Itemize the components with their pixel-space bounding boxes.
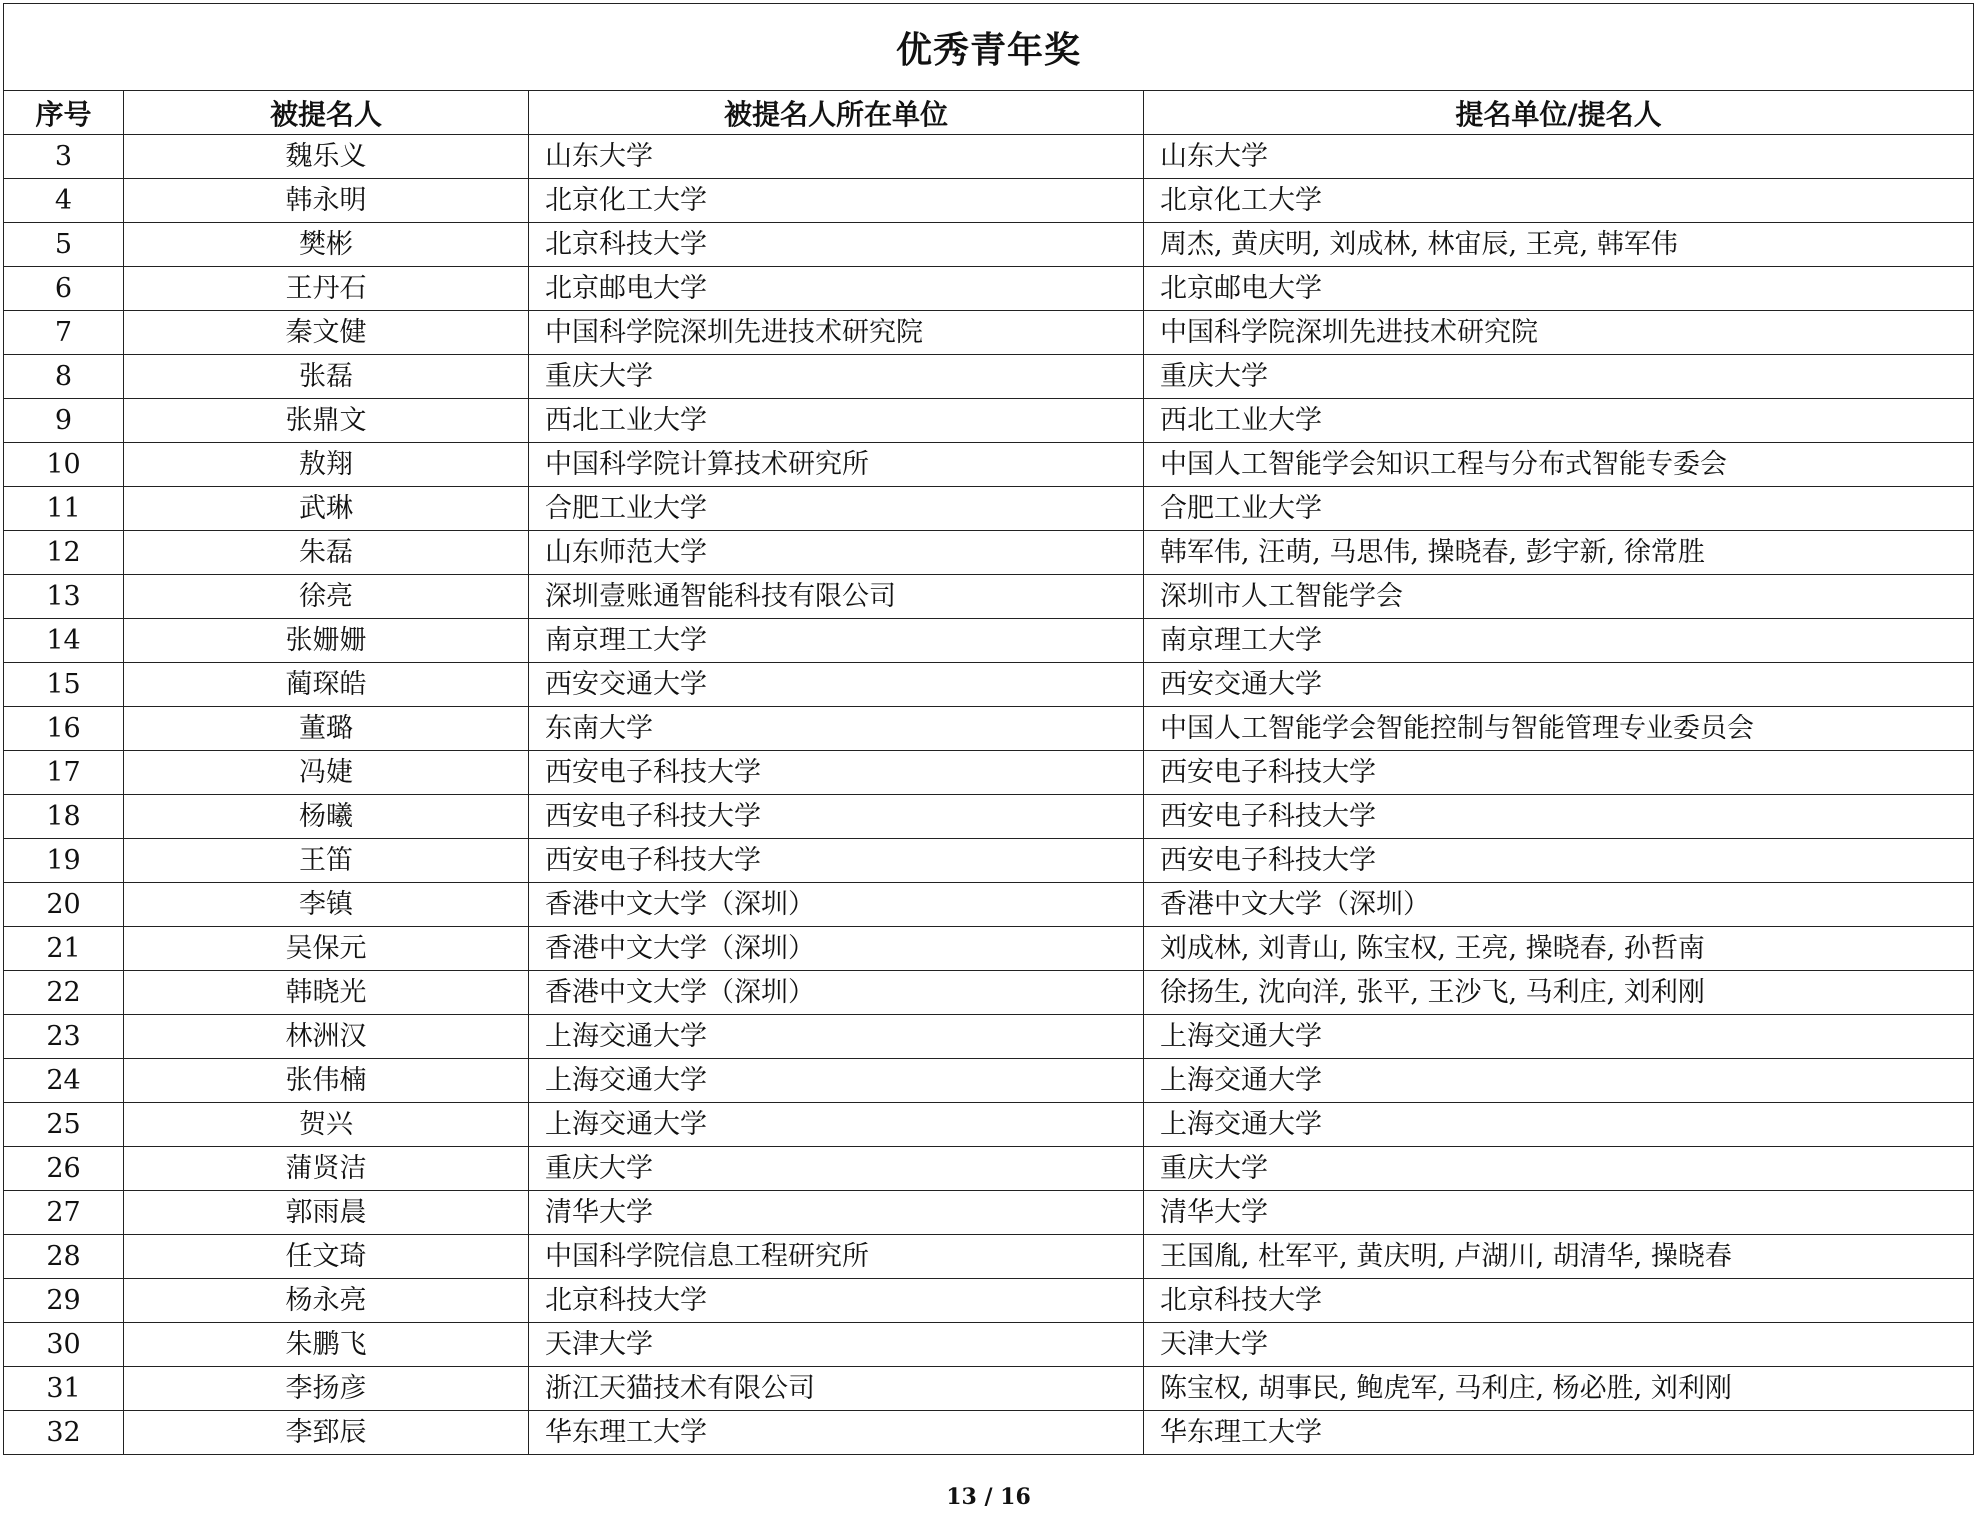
cell-no: 11 xyxy=(4,487,124,531)
cell-unit: 天津大学 xyxy=(529,1323,1144,1367)
cell-nominator: 深圳市人工智能学会 xyxy=(1144,575,1974,619)
cell-no: 17 xyxy=(4,751,124,795)
cell-nominator: 刘成林, 刘青山, 陈宝权, 王亮, 操晓春, 孙哲南 xyxy=(1144,927,1974,971)
cell-unit: 东南大学 xyxy=(529,707,1144,751)
table-row xyxy=(4,487,1974,531)
cell-no: 9 xyxy=(4,399,124,443)
table-title: 优秀青年奖 xyxy=(4,4,1974,91)
table-row xyxy=(4,795,1974,839)
cell-name: 王丹石 xyxy=(124,267,529,311)
cell-nominator: 中国人工智能学会知识工程与分布式智能专委会 xyxy=(1144,443,1974,487)
cell-name: 董璐 xyxy=(124,707,529,751)
cell-nominator: 王国胤, 杜军平, 黄庆明, 卢湖川, 胡清华, 操晓春 xyxy=(1144,1235,1974,1279)
cell-name: 魏乐义 xyxy=(124,135,529,179)
cell-nominator: 北京科技大学 xyxy=(1144,1279,1974,1323)
cell-unit: 香港中文大学（深圳） xyxy=(529,971,1144,1015)
cell-name: 贺兴 xyxy=(124,1103,529,1147)
cell-unit: 北京科技大学 xyxy=(529,1279,1144,1323)
cell-unit: 中国科学院计算技术研究所 xyxy=(529,443,1144,487)
cell-nominator: 北京邮电大学 xyxy=(1144,267,1974,311)
table-row xyxy=(4,751,1974,795)
cell-unit: 浙江天猫技术有限公司 xyxy=(529,1367,1144,1411)
table-row xyxy=(4,1147,1974,1191)
cell-no: 6 xyxy=(4,267,124,311)
cell-unit: 上海交通大学 xyxy=(529,1015,1144,1059)
table-row xyxy=(4,1323,1974,1367)
cell-nominator: 重庆大学 xyxy=(1144,1147,1974,1191)
cell-no: 27 xyxy=(4,1191,124,1235)
table-row xyxy=(4,1015,1974,1059)
cell-unit: 北京化工大学 xyxy=(529,179,1144,223)
cell-no: 20 xyxy=(4,883,124,927)
cell-name: 李郅辰 xyxy=(124,1411,529,1455)
cell-name: 韩永明 xyxy=(124,179,529,223)
cell-name: 任文琦 xyxy=(124,1235,529,1279)
cell-nominator: 山东大学 xyxy=(1144,135,1974,179)
cell-no: 28 xyxy=(4,1235,124,1279)
table-row xyxy=(4,663,1974,707)
cell-name: 韩晓光 xyxy=(124,971,529,1015)
table-row xyxy=(4,1059,1974,1103)
cell-name: 王笛 xyxy=(124,839,529,883)
cell-no: 18 xyxy=(4,795,124,839)
cell-no: 8 xyxy=(4,355,124,399)
cell-name: 蒲贤洁 xyxy=(124,1147,529,1191)
cell-nominator: 上海交通大学 xyxy=(1144,1059,1974,1103)
table-row xyxy=(4,1103,1974,1147)
cell-name: 冯婕 xyxy=(124,751,529,795)
cell-name: 林洲汉 xyxy=(124,1015,529,1059)
cell-no: 31 xyxy=(4,1367,124,1411)
cell-nominator: 西安电子科技大学 xyxy=(1144,751,1974,795)
cell-name: 朱磊 xyxy=(124,531,529,575)
cell-unit: 重庆大学 xyxy=(529,355,1144,399)
cell-no: 26 xyxy=(4,1147,124,1191)
cell-unit: 西安交通大学 xyxy=(529,663,1144,707)
cell-unit: 西安电子科技大学 xyxy=(529,751,1144,795)
cell-name: 樊彬 xyxy=(124,223,529,267)
cell-nominator: 中国人工智能学会智能控制与智能管理专业委员会 xyxy=(1144,707,1974,751)
cell-unit: 西北工业大学 xyxy=(529,399,1144,443)
table-row xyxy=(4,1191,1974,1235)
cell-name: 杨曦 xyxy=(124,795,529,839)
cell-name: 朱鹏飞 xyxy=(124,1323,529,1367)
cell-name: 吴保元 xyxy=(124,927,529,971)
table-row xyxy=(4,267,1974,311)
table-row xyxy=(4,1367,1974,1411)
cell-name: 张姗姗 xyxy=(124,619,529,663)
cell-nominator: 重庆大学 xyxy=(1144,355,1974,399)
cell-unit: 上海交通大学 xyxy=(529,1103,1144,1147)
cell-no: 16 xyxy=(4,707,124,751)
table-row xyxy=(4,355,1974,399)
cell-nominator: 徐扬生, 沈向洋, 张平, 王沙飞, 马利庄, 刘利刚 xyxy=(1144,971,1974,1015)
table-row xyxy=(4,443,1974,487)
cell-unit: 香港中文大学（深圳） xyxy=(529,883,1144,927)
cell-no: 15 xyxy=(4,663,124,707)
cell-nominator: 韩军伟, 汪萌, 马思伟, 操晓春, 彭宇新, 徐常胜 xyxy=(1144,531,1974,575)
table-row xyxy=(4,1235,1974,1279)
cell-name: 杨永亮 xyxy=(124,1279,529,1323)
cell-unit: 中国科学院信息工程研究所 xyxy=(529,1235,1144,1279)
cell-unit: 深圳壹账通智能科技有限公司 xyxy=(529,575,1144,619)
cell-unit: 香港中文大学（深圳） xyxy=(529,927,1144,971)
table-row xyxy=(4,135,1974,179)
cell-no: 22 xyxy=(4,971,124,1015)
cell-no: 19 xyxy=(4,839,124,883)
cell-unit: 北京邮电大学 xyxy=(529,267,1144,311)
cell-nominator: 北京化工大学 xyxy=(1144,179,1974,223)
cell-no: 30 xyxy=(4,1323,124,1367)
cell-nominator: 陈宝权, 胡事民, 鲍虎军, 马利庄, 杨必胜, 刘利刚 xyxy=(1144,1367,1974,1411)
cell-no: 5 xyxy=(4,223,124,267)
table-row xyxy=(4,619,1974,663)
column-header-no: 序号 xyxy=(4,91,124,135)
cell-unit: 合肥工业大学 xyxy=(529,487,1144,531)
cell-no: 32 xyxy=(4,1411,124,1455)
cell-nominator: 周杰, 黄庆明, 刘成林, 林宙辰, 王亮, 韩军伟 xyxy=(1144,223,1974,267)
cell-unit: 华东理工大学 xyxy=(529,1411,1144,1455)
cell-nominator: 华东理工大学 xyxy=(1144,1411,1974,1455)
cell-nominator: 上海交通大学 xyxy=(1144,1103,1974,1147)
cell-name: 蔺琛皓 xyxy=(124,663,529,707)
cell-unit: 北京科技大学 xyxy=(529,223,1144,267)
cell-name: 武琳 xyxy=(124,487,529,531)
cell-no: 13 xyxy=(4,575,124,619)
table-row xyxy=(4,531,1974,575)
cell-unit: 山东大学 xyxy=(529,135,1144,179)
table-row xyxy=(4,927,1974,971)
cell-name: 张鼎文 xyxy=(124,399,529,443)
column-header-unit: 被提名人所在单位 xyxy=(529,91,1144,135)
cell-nominator: 香港中文大学（深圳） xyxy=(1144,883,1974,927)
cell-unit: 中国科学院深圳先进技术研究院 xyxy=(529,311,1144,355)
header-row xyxy=(4,91,1974,135)
table-row xyxy=(4,223,1974,267)
cell-no: 3 xyxy=(4,135,124,179)
cell-nominator: 天津大学 xyxy=(1144,1323,1974,1367)
table-body xyxy=(4,135,1974,1455)
cell-name: 张磊 xyxy=(124,355,529,399)
table-row xyxy=(4,179,1974,223)
column-header-name: 被提名人 xyxy=(124,91,529,135)
cell-name: 秦文健 xyxy=(124,311,529,355)
table-row xyxy=(4,707,1974,751)
cell-nominator: 西北工业大学 xyxy=(1144,399,1974,443)
cell-no: 14 xyxy=(4,619,124,663)
table-row xyxy=(4,839,1974,883)
cell-no: 29 xyxy=(4,1279,124,1323)
cell-unit: 重庆大学 xyxy=(529,1147,1144,1191)
cell-nominator: 中国科学院深圳先进技术研究院 xyxy=(1144,311,1974,355)
table-row xyxy=(4,883,1974,927)
cell-nominator: 南京理工大学 xyxy=(1144,619,1974,663)
cell-nominator: 西安电子科技大学 xyxy=(1144,795,1974,839)
award-table xyxy=(3,3,1974,1455)
cell-unit: 清华大学 xyxy=(529,1191,1144,1235)
table-row xyxy=(4,1411,1974,1455)
column-header-nominator: 提名单位/提名人 xyxy=(1144,91,1974,135)
cell-no: 25 xyxy=(4,1103,124,1147)
cell-name: 敖翔 xyxy=(124,443,529,487)
cell-nominator: 清华大学 xyxy=(1144,1191,1974,1235)
cell-unit: 西安电子科技大学 xyxy=(529,795,1144,839)
table-row xyxy=(4,971,1974,1015)
cell-no: 12 xyxy=(4,531,124,575)
cell-name: 张伟楠 xyxy=(124,1059,529,1103)
cell-name: 郭雨晨 xyxy=(124,1191,529,1235)
cell-unit: 西安电子科技大学 xyxy=(529,839,1144,883)
cell-unit: 南京理工大学 xyxy=(529,619,1144,663)
cell-nominator: 合肥工业大学 xyxy=(1144,487,1974,531)
cell-unit: 山东师范大学 xyxy=(529,531,1144,575)
cell-unit: 上海交通大学 xyxy=(529,1059,1144,1103)
table-row xyxy=(4,575,1974,619)
cell-no: 24 xyxy=(4,1059,124,1103)
page-number: 13 / 16 xyxy=(946,1484,1031,1510)
cell-no: 4 xyxy=(4,179,124,223)
cell-no: 23 xyxy=(4,1015,124,1059)
cell-nominator: 上海交通大学 xyxy=(1144,1015,1974,1059)
cell-no: 10 xyxy=(4,443,124,487)
cell-no: 21 xyxy=(4,927,124,971)
cell-name: 徐亮 xyxy=(124,575,529,619)
cell-nominator: 西安交通大学 xyxy=(1144,663,1974,707)
cell-name: 李镇 xyxy=(124,883,529,927)
cell-nominator: 西安电子科技大学 xyxy=(1144,839,1974,883)
cell-name: 李扬彦 xyxy=(124,1367,529,1411)
table-row xyxy=(4,311,1974,355)
table-row xyxy=(4,1279,1974,1323)
cell-no: 7 xyxy=(4,311,124,355)
table-row xyxy=(4,399,1974,443)
